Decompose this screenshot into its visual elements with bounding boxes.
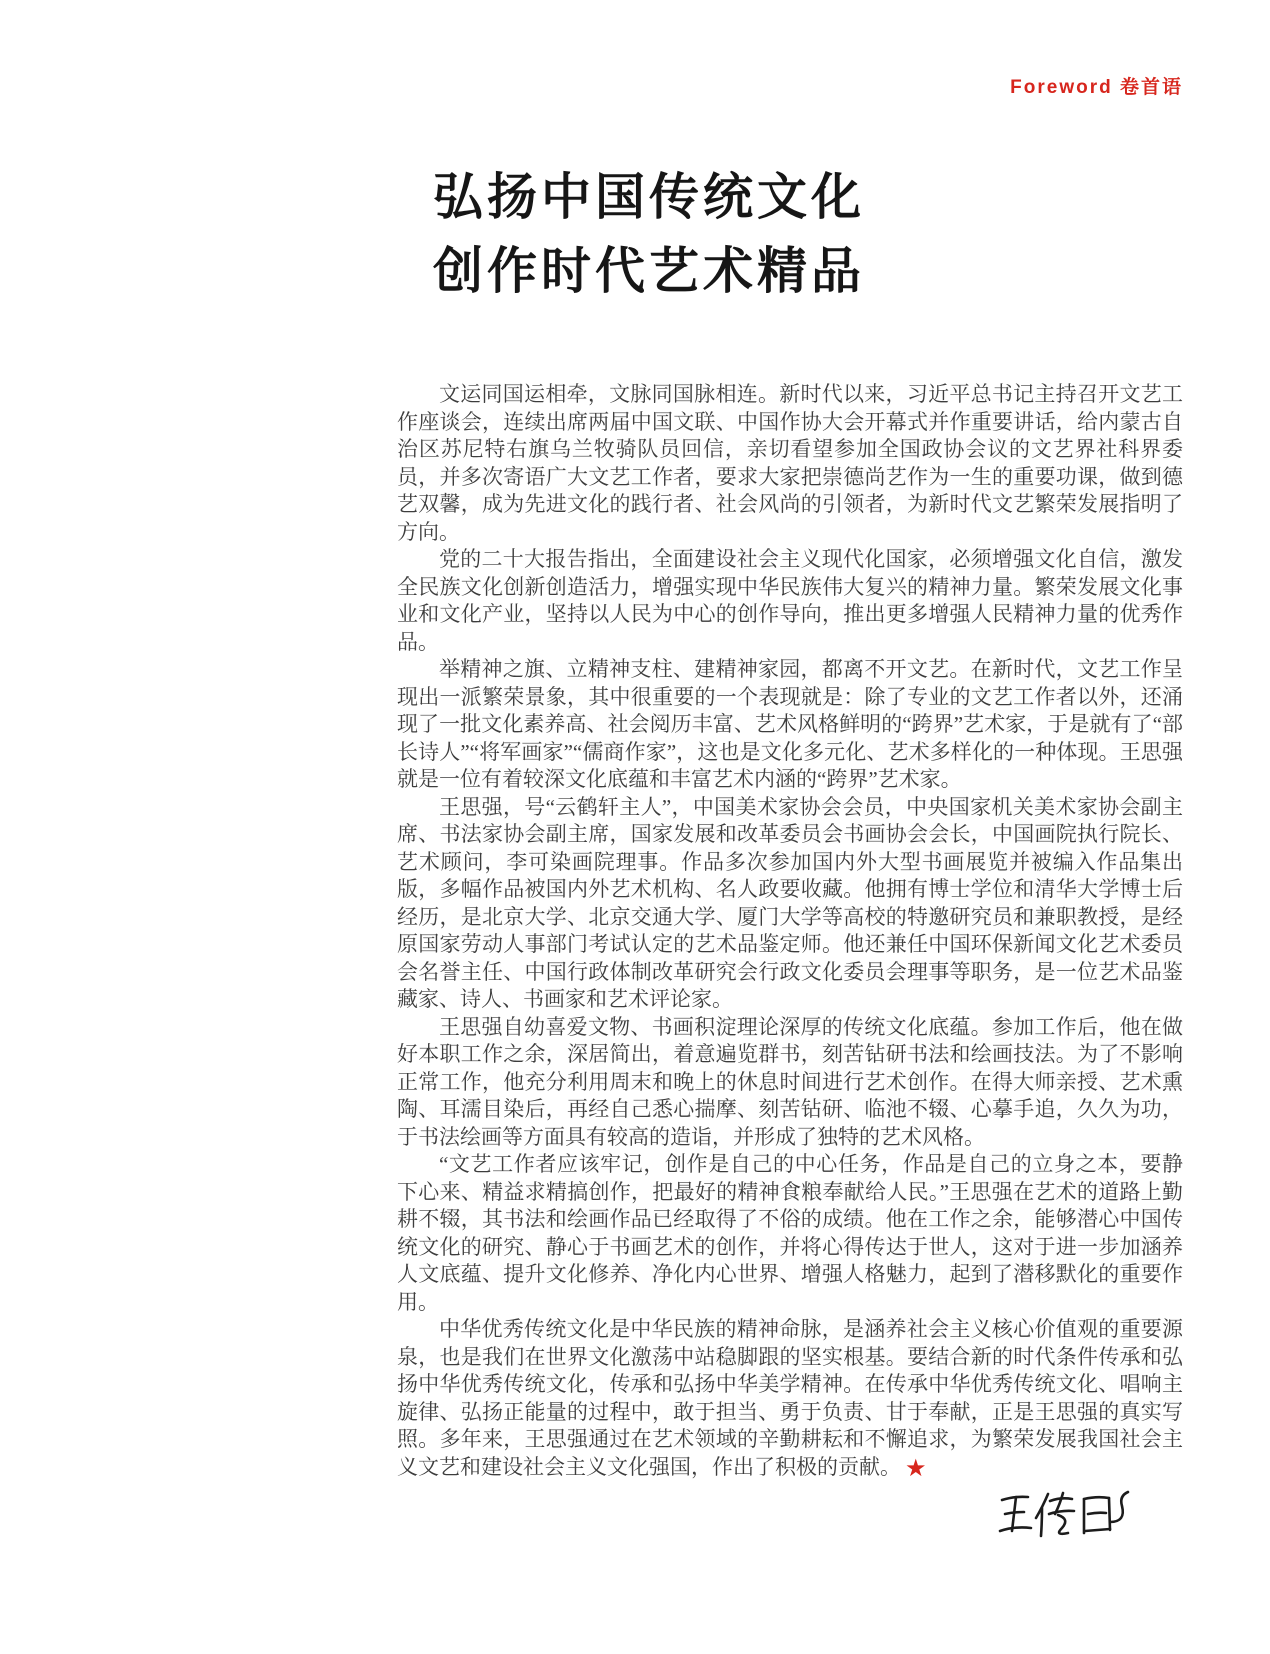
paragraph-text: 王思强自幼喜爱文物、书画积淀理论深厚的传统文化底蕴。参加工作后，他在做好本职工作之余，深居简出，着意遍览群书，刻苦钻研书法和绘画技法。为了不影响正常工作，他充分利用周末和晚上的休息时间进行艺术创作。在得大师亲授、艺术熏陶、耳濡目染后，再经自己悉心揣摩、刻苦钻研、临池不辍、心摹手追，久久为功，于书法绘画等方面具有较高的造诣，并形成了独特的艺术风格。 (397, 1014, 1183, 1149)
paragraph (397, 546, 1183, 656)
paragraph-text: “文艺工作者应该牢记，创作是自己的中心任务，作品是自己的立身之本，要静下心来、精益求精搞创作，把最好的精神食粮奉献给人民。”王思强在艺术的道路上勤耕不辍，其书法和绘画作品已经取得了不俗的成绩。他在工作之余，能够潜心中国传统文化的研究、静心于书画艺术的创作，并将心得传达于世人，这对于进一步加涵养人文底蕴、提升文化修养、净化内心世界、增强人格魅力，起到了潜移默化的重要作用。 (397, 1152, 1183, 1314)
page-title-line-2: 创作时代艺术精品 (433, 243, 865, 299)
paragraph (397, 1316, 1183, 1481)
page-title-line-1: 弘扬中国传统文化 (433, 169, 865, 225)
paragraph (397, 794, 1183, 1014)
foreword-header-label: Foreword 卷首语 (1010, 77, 1183, 98)
paragraph (397, 656, 1183, 794)
paragraph (397, 381, 1183, 546)
page-title (433, 160, 865, 308)
paragraph (397, 1014, 1183, 1152)
paragraph-text: 王思强，号“云鹤轩主人”，中国美术家协会会员，中央国家机关美术家协会副主席、书法家协会副主席，国家发展和改革委员会书画协会会长，中国画院执行院长、艺术顾问，李可染画院理事。作品多次参加国内外大型书画展览并被编入作品集出版，多幅作品被国内外艺术机构、名人政要收藏。他拥有博士学位和清华大学博士后经历，是北京大学、北京交通大学、厦门大学等高校的特邀研究员和兼职教授，是经原国家劳动人事部门考试认定的艺术品鉴定师。他还兼任中国环保新闻文化艺术委员会名誉主任、中国行政体制改革研究会行政文化委员会理事等职务，是一位艺术品鉴藏家、诗人、书画家和艺术评论家。 (397, 794, 1183, 1011)
paragraph-text: 党的二十大报告指出，全面建设社会主义现代化国家，必须增强文化自信，激发全民族文化创新创造活力，增强实现中华民族伟大复兴的精神力量。繁荣发展文化事业和文化产业，坚持以人民为中心的创作导向，推出更多增强人民精神力量的优秀作品。 (397, 547, 1183, 654)
paragraph-text: 文运同国运相牵，文脉同国脉相连。新时代以来，习近平总书记主持召开文艺工作座谈会，连续出席两届中国文联、中国作协大会开幕式并作重要讲话，给内蒙古自治区苏尼特右旗乌兰牧骑队员回信，亲切看望参加全国政协会议的文艺界社科界委员，并多次寄语广大文艺工作者，要求大家把崇德尚艺作为一生的重要功课，做到德艺双馨，成为先进文化的践行者、社会风尚的引领者，为新时代文艺繁荣发展指明了方向。 (397, 382, 1183, 544)
paragraph-text: 中华优秀传统文化是中华民族的精神命脉，是涵养社会主义核心价值观的重要源泉，也是我们在世界文化激荡中站稳脚跟的坚实根基。要结合新的时代条件传承和弘扬中华优秀传统文化，传承和弘扬中华美学精神。在传承中华优秀传统文化、唱响主旋律、弘扬正能量的过程中，敢于担当、勇于负责、甘于奉献，正是王思强的真实写照。多年来，王思强通过在艺术领域的辛勤耕耘和不懈追求，为繁荣发展我国社会主义文艺和建设社会主义文化强国，作出了积极的贡献。 (397, 1317, 1183, 1479)
handwritten-signature (998, 1484, 1130, 1544)
paragraph-text: 举精神之旗、立精神支柱、建精神家园，都离不开文艺。在新时代，文艺工作呈现出一派繁荣景象，其中很重要的一个表现就是：除了专业的文艺工作者以外，还涌现了一批文化素养高、社会阅历丰富、艺术风格鲜明的“跨界”艺术家，于是就有了“部长诗人”“将军画家”“儒商作家”，这也是文化多元化、艺术多样化的一种体现。王思强就是一位有着较深文化底蕴和丰富艺术内涵的“跨界”艺术家。 (397, 657, 1183, 791)
end-star-icon: ★ (905, 1453, 927, 1482)
body-text (397, 381, 1183, 1481)
paragraph (397, 1151, 1183, 1316)
